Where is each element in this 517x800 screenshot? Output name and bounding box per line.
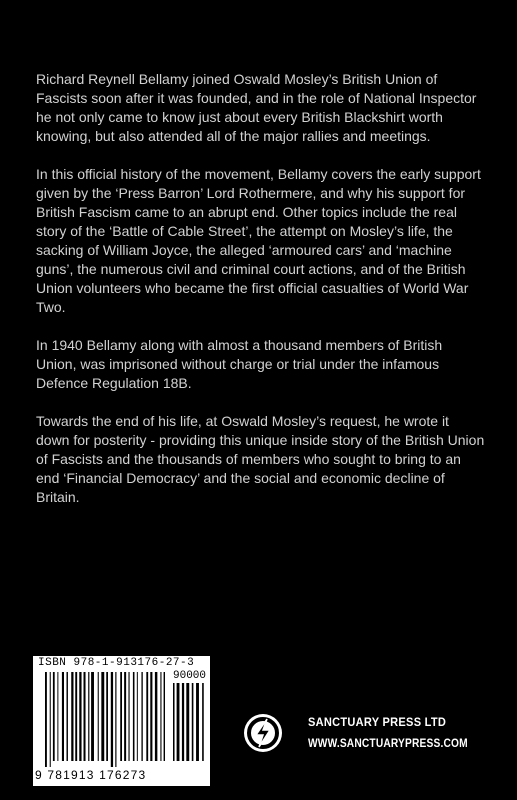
blurb-paragraph: Richard Reynell Bellamy joined Oswald Mosley’s British Union of Fascists soon after it was founded, and in the role of National Inspector he not only came to know just about every British Blackshirt worth knowing, but also attended all of the major rallies and meetings.	[36, 71, 477, 144]
addon-number: 90000	[173, 670, 207, 682]
publisher-url[interactable]: WWW.SANCTUARYPRESS.COM	[308, 736, 468, 750]
barcode-bars	[45, 672, 165, 767]
isbn-label: ISBN 978-1-913176-27-3	[38, 657, 195, 669]
addon-barcode-bars	[173, 683, 206, 767]
barcode-box	[33, 656, 210, 786]
ean-digits: 9 781913 176273	[35, 768, 147, 782]
blurb-paragraph: Towards the end of his life, at Oswald Mosley’s request, he wrote it down for posterity - providing this unique inside story of the British Union of Fascists and the thousands of members who sought to bring to an end ‘Financial Democracy’ and the social and economic decline of Britain.	[36, 413, 485, 505]
blurb-paragraph: In this official history of the movement, Bellamy covers the early support given by the ‘Press Barron’ Lord Rothermere, and why his support for British Fascism came to an abrupt end. Other topics include the real story of the ‘Battle of Cable Street’, the attempt on Mosley’s life, the sacking of William Joyce, the alleged ‘armoured cars’ and ‘machine guns’, the numerous civil and criminal court actions, and of the British Union volunteers who became the first official casualties of World War Two.	[36, 166, 481, 315]
publisher-name: SANCTUARY PRESS LTD	[308, 715, 447, 729]
blurb-paragraph: In 1940 Bellamy along with almost a thousand members of British Union, was imprisoned without charge or trial under the infamous Defence Regulation 18B.	[36, 337, 443, 391]
blurb-text	[36, 70, 486, 526]
lightning-circle-icon	[243, 713, 283, 753]
